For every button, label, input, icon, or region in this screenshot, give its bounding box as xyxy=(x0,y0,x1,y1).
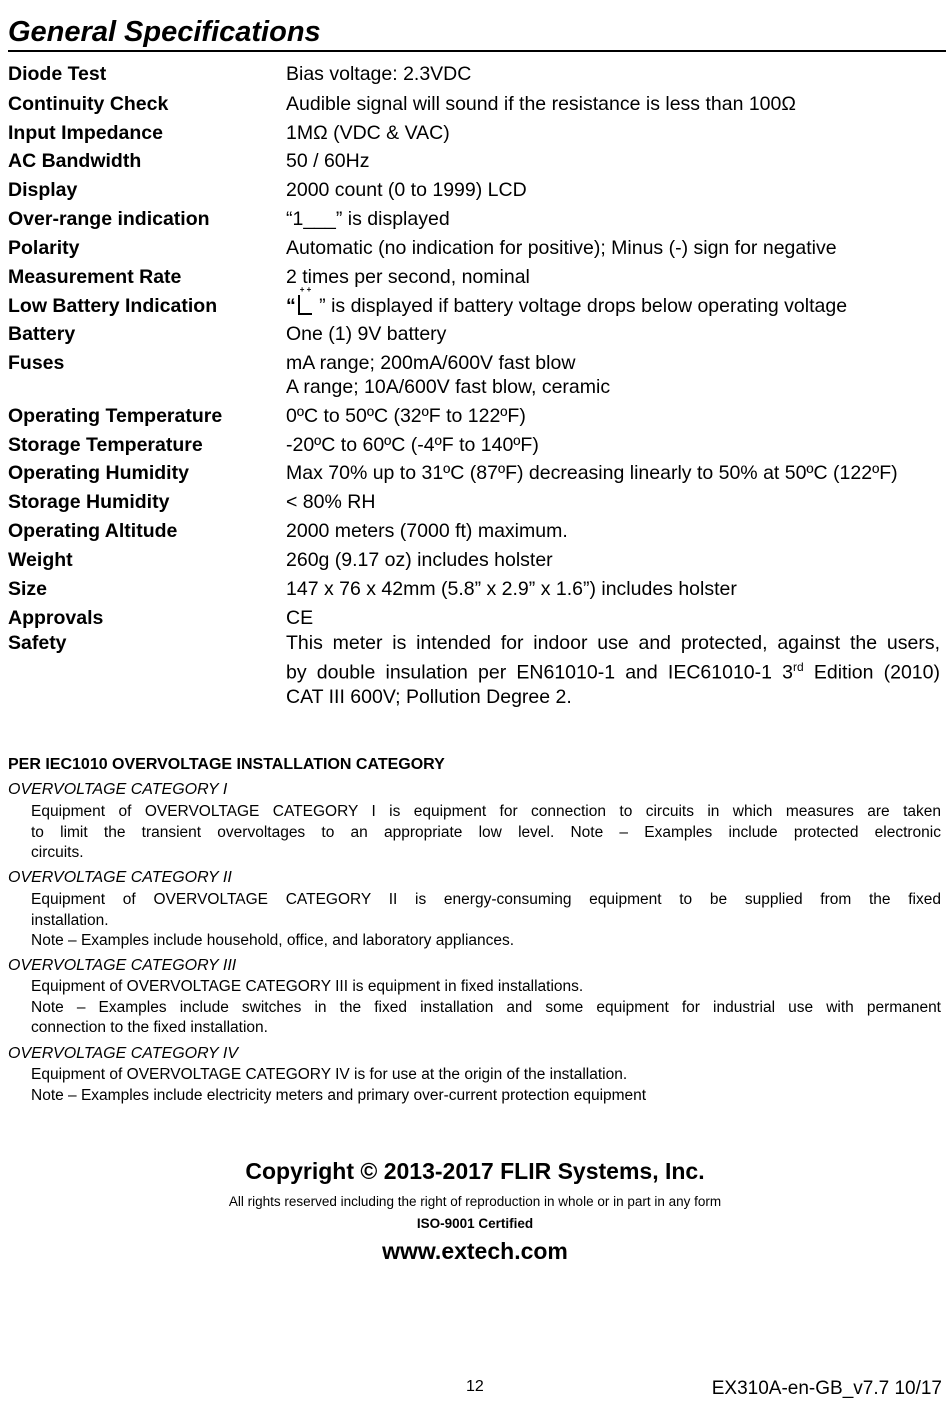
spec-value: < 80% RH xyxy=(286,491,376,513)
rights-notice: All rights reserved including the right of reproduction in whole or in part in any form xyxy=(228,1194,722,1209)
spec-label: Operating Altitude xyxy=(8,520,178,542)
spec-label: Continuity Check xyxy=(8,93,169,115)
category-body xyxy=(31,1065,941,1106)
document-id: EX310A-en-GB_v7.7 10/17 xyxy=(711,1378,942,1399)
body-line: circuits. xyxy=(31,844,84,861)
body-line: to limit the transient overvoltages to an appropriate low level. Note – Examples include protected electronic xyxy=(31,823,941,841)
safety-line: CAT III 600V; Pollution Degree 2. xyxy=(286,685,572,708)
spec-label: Storage Temperature xyxy=(8,434,203,456)
safety-line xyxy=(286,655,940,685)
spec-label: Fuses xyxy=(8,352,65,374)
spec-label: AC Bandwidth xyxy=(8,150,142,172)
safety-text: Edition (2010) xyxy=(803,661,940,684)
spec-value xyxy=(286,295,942,318)
spec-value: 147 x 76 x 42mm (5.8” x 2.9” x 1.6”) includes holster xyxy=(286,578,737,600)
body-line: Note – Examples include household, office, and laboratory appliances. xyxy=(31,932,515,949)
spec-label: Operating Temperature xyxy=(8,405,223,427)
spec-label: Operating Humidity xyxy=(8,462,189,484)
safety-text: by double insulation per EN61010-1 and IEC61010-1 3 xyxy=(286,661,793,684)
spec-label: Size xyxy=(8,578,48,600)
spec-label: Low Battery Indication xyxy=(8,295,218,317)
spec-value: mA range; 200mA/600V fast blow xyxy=(286,352,576,374)
spec-label: Approvals xyxy=(8,607,104,629)
category-title: OVERVOLTAGE CATEGORY IV xyxy=(8,1045,238,1062)
safety-statement xyxy=(286,631,940,709)
spec-label: Measurement Rate xyxy=(8,266,182,288)
spec-value: 1MΩ (VDC & VAC) xyxy=(286,122,450,144)
spec-value: One (1) 9V battery xyxy=(286,323,447,345)
spec-label: Input Impedance xyxy=(8,122,163,144)
category-body xyxy=(31,802,941,864)
body-line: Equipment of OVERVOLTAGE CATEGORY II is energy-consuming equipment to be supplied from the fixed xyxy=(31,891,941,908)
body-line: Equipment of OVERVOLTAGE CATEGORY IV is for use at the origin of the installation. xyxy=(31,1066,628,1083)
superscript: rd xyxy=(793,660,804,674)
quote-open: “ xyxy=(286,295,296,317)
page-number: 12 xyxy=(466,1378,484,1395)
spec-label: Storage Humidity xyxy=(8,491,170,513)
body-line: connection to the fixed installation. xyxy=(31,1019,268,1036)
spec-value: -20ºC to 60ºC (-4ºF to 140ºF) xyxy=(286,434,539,456)
spec-value: CE xyxy=(286,607,314,629)
spec-value: Max 70% up to 31ºC (87ºF) decreasing linearly to 50% at 50ºC (122ºF) xyxy=(286,462,898,484)
spec-value: A range; 10A/600V fast blow, ceramic xyxy=(286,376,611,398)
category-body xyxy=(31,977,941,1039)
spec-label: Diode Test xyxy=(8,63,107,85)
safety-line: This meter is intended for indoor use and protected, against the users, xyxy=(286,632,940,654)
body-line: Note – Examples include switches in the fixed installation and some equipment for industrial use with permanent xyxy=(31,998,941,1016)
spec-label: Over-range indication xyxy=(8,208,210,230)
spec-value: 2000 count (0 to 1999) LCD xyxy=(286,179,527,201)
spec-value: 50 / 60Hz xyxy=(286,150,370,172)
category-title: OVERVOLTAGE CATEGORY II xyxy=(8,869,232,886)
spec-label: Safety xyxy=(8,632,67,654)
spec-value: 260g (9.17 oz) includes holster xyxy=(286,549,553,571)
spec-value-text: ” is displayed if battery voltage drops below operating voltage xyxy=(313,295,848,317)
spec-value: Bias voltage: 2.3VDC xyxy=(286,63,472,85)
website-url: www.extech.com xyxy=(382,1238,568,1264)
body-line: installation. xyxy=(31,911,109,929)
body-line: Equipment of OVERVOLTAGE CATEGORY III is equipment in fixed installations. xyxy=(31,978,584,995)
spec-value: Automatic (no indication for positive); Minus (-) sign for negative xyxy=(286,237,837,259)
spec-label: Weight xyxy=(8,549,73,571)
copyright-notice: Copyright © 2013-2017 FLIR Systems, Inc. xyxy=(245,1158,705,1184)
section-heading: PER IEC1010 OVERVOLTAGE INSTALLATION CATEGORY xyxy=(8,756,445,773)
spec-value: 2000 meters (7000 ft) maximum. xyxy=(286,520,568,542)
spec-label: Display xyxy=(8,179,78,201)
spec-label: Battery xyxy=(8,323,76,345)
page-title: General Specifications xyxy=(8,14,946,52)
battery-icon xyxy=(298,295,312,315)
spec-label: Polarity xyxy=(8,237,80,259)
body-line: Equipment of OVERVOLTAGE CATEGORY I is equipment for connection to circuits in which measures are taken xyxy=(31,803,941,820)
body-line: Note – Examples include electricity meters and primary over-current protection equipment xyxy=(31,1086,647,1104)
category-title: OVERVOLTAGE CATEGORY I xyxy=(8,781,228,798)
spec-value: “1___” is displayed xyxy=(286,208,450,230)
spec-value: 2 times per second, nominal xyxy=(286,266,530,288)
category-body xyxy=(31,890,941,952)
spec-value: Audible signal will sound if the resistance is less than 100Ω xyxy=(286,93,796,115)
spec-value: 0ºC to 50ºC (32ºF to 122ºF) xyxy=(286,405,526,427)
category-title: OVERVOLTAGE CATEGORY III xyxy=(8,957,237,974)
iso-certification: ISO-9001 Certified xyxy=(416,1216,534,1231)
